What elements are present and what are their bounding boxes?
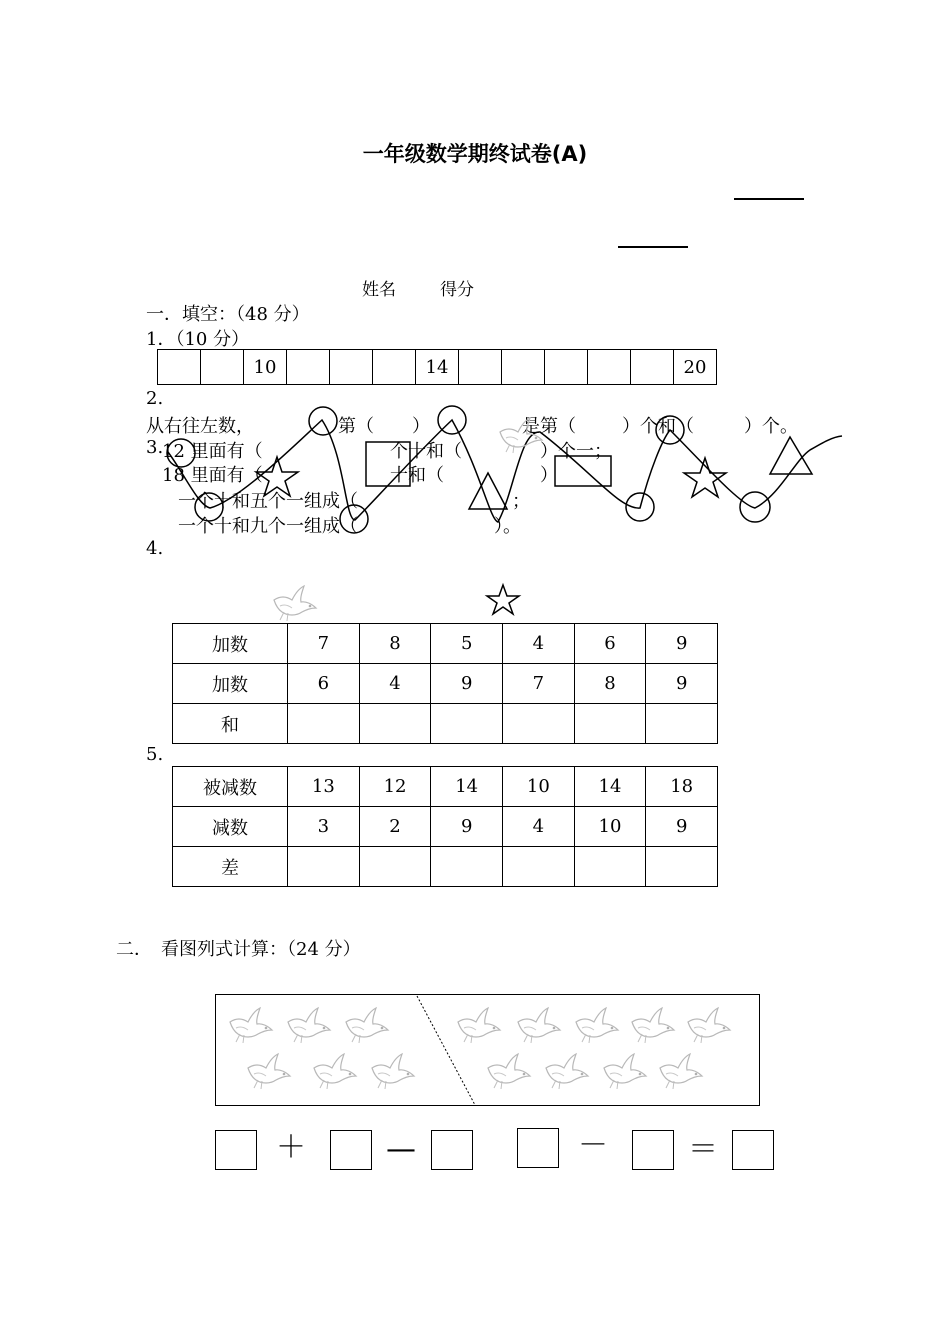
name-label: 姓名	[362, 280, 396, 300]
subtraction-cell: 12	[359, 767, 431, 807]
q3-line1-c: ）个一；	[540, 441, 612, 462]
addition-cell: 6	[288, 664, 360, 704]
sequence-cell: 10	[244, 350, 287, 385]
bird-icon	[660, 1054, 702, 1089]
addition-cell: 9	[646, 624, 718, 664]
bird-icon	[632, 1008, 674, 1043]
q3-line3-a: 一个十和五个一组成（	[178, 491, 358, 512]
circle-icon	[167, 439, 195, 467]
page-title: 一年级数学期终试卷(A)	[362, 142, 588, 166]
q1-label: 1．（10 分）	[146, 329, 250, 350]
minus-sign: －	[578, 1128, 608, 1163]
q2-text-f: ）个。	[744, 416, 798, 437]
bird-icon	[314, 1054, 356, 1089]
bird-icon	[346, 1008, 388, 1043]
q2-label: 2.	[146, 388, 164, 409]
section2-heading: 二． 看图列式计算：（24 分）	[116, 939, 361, 960]
triangle-icon	[770, 437, 812, 474]
subtraction-cell: 14	[431, 767, 503, 807]
addition-cell: 9	[646, 664, 718, 704]
addition-cell: 4	[359, 664, 431, 704]
sequence-cell: 14	[416, 350, 459, 385]
bird-icon	[576, 1008, 618, 1043]
q2-text-e: ）个和（	[622, 416, 694, 437]
q5-label: 5.	[146, 744, 164, 765]
plus-sign: ＋	[276, 1130, 306, 1165]
q3-line1-b: 个十和（	[390, 441, 462, 462]
dash-sign: —	[386, 1132, 416, 1167]
score-label: 得分	[440, 280, 474, 300]
q4-label: 4.	[146, 538, 164, 559]
q3-line2-b: 十和（	[390, 465, 444, 486]
addition-row-header: 加数	[173, 624, 288, 664]
bird-icon	[458, 1008, 500, 1043]
addition-cell: 8	[574, 664, 646, 704]
bird-icon	[288, 1008, 330, 1043]
subtraction-cell: 18	[646, 767, 718, 807]
subtraction-cell: 3	[288, 807, 360, 847]
bird-icon	[488, 1054, 530, 1089]
bird-icon	[500, 418, 542, 453]
subtraction-cell: 9	[646, 807, 718, 847]
dotted-divider	[417, 996, 475, 1105]
section1-heading: 一．填空：（48 分）	[146, 304, 310, 325]
subtraction-cell: 2	[359, 807, 431, 847]
q3-label: 3.	[146, 437, 164, 458]
subtraction-cell: 10	[503, 767, 575, 807]
q3-line2-c: ）	[540, 465, 558, 486]
q2-text-a: 从右往左数，	[146, 416, 254, 437]
equals-sign: ＝	[688, 1132, 718, 1167]
addition-row-header: 和	[173, 704, 288, 744]
bird-icon	[518, 1008, 560, 1043]
subtraction-row-header: 减数	[173, 807, 288, 847]
bird-icon	[604, 1054, 646, 1089]
subtraction-row-header: 被减数	[173, 767, 288, 807]
subtraction-row-header: 差	[173, 847, 288, 887]
bird-icon	[274, 586, 316, 621]
addition-cell: 5	[431, 624, 503, 664]
addition-cell: 8	[359, 624, 431, 664]
q3-line1-a: 12 里面有（	[162, 441, 263, 462]
bird-icon	[372, 1054, 414, 1089]
square-icon	[366, 442, 410, 486]
sequence-cell: 20	[674, 350, 717, 385]
bird-icon	[688, 1008, 730, 1043]
star-icon	[256, 457, 298, 496]
subtraction-cell: 9	[431, 807, 503, 847]
subtraction-cell: 4	[503, 807, 575, 847]
bird-icon	[248, 1054, 290, 1089]
q3-line4-b: ）。	[494, 516, 521, 537]
addition-cell: 7	[503, 664, 575, 704]
star-icon	[684, 458, 726, 497]
subtraction-cell: 10	[574, 807, 646, 847]
bird-icon	[546, 1054, 588, 1089]
q3-line2-a: 18 里面有（	[162, 465, 263, 486]
subtraction-cell: 14	[574, 767, 646, 807]
circle-icon	[740, 492, 770, 522]
q2-text-b: 第（	[338, 416, 374, 437]
addition-row-header: 加数	[173, 664, 288, 704]
q2-text-d: 是第（	[522, 416, 576, 437]
bird-icon	[230, 1008, 272, 1043]
q3-line4-a: 一个十和九个一组成（	[178, 516, 358, 537]
addition-cell: 4	[503, 624, 575, 664]
subtraction-cell: 13	[288, 767, 360, 807]
q2-text-c: ）	[412, 416, 430, 437]
star-icon	[487, 585, 519, 614]
addition-cell: 9	[431, 664, 503, 704]
q3-line3-b: ；	[512, 491, 530, 512]
addition-cell: 7	[288, 624, 360, 664]
rectangle-icon	[555, 456, 611, 486]
addition-cell: 6	[574, 624, 646, 664]
